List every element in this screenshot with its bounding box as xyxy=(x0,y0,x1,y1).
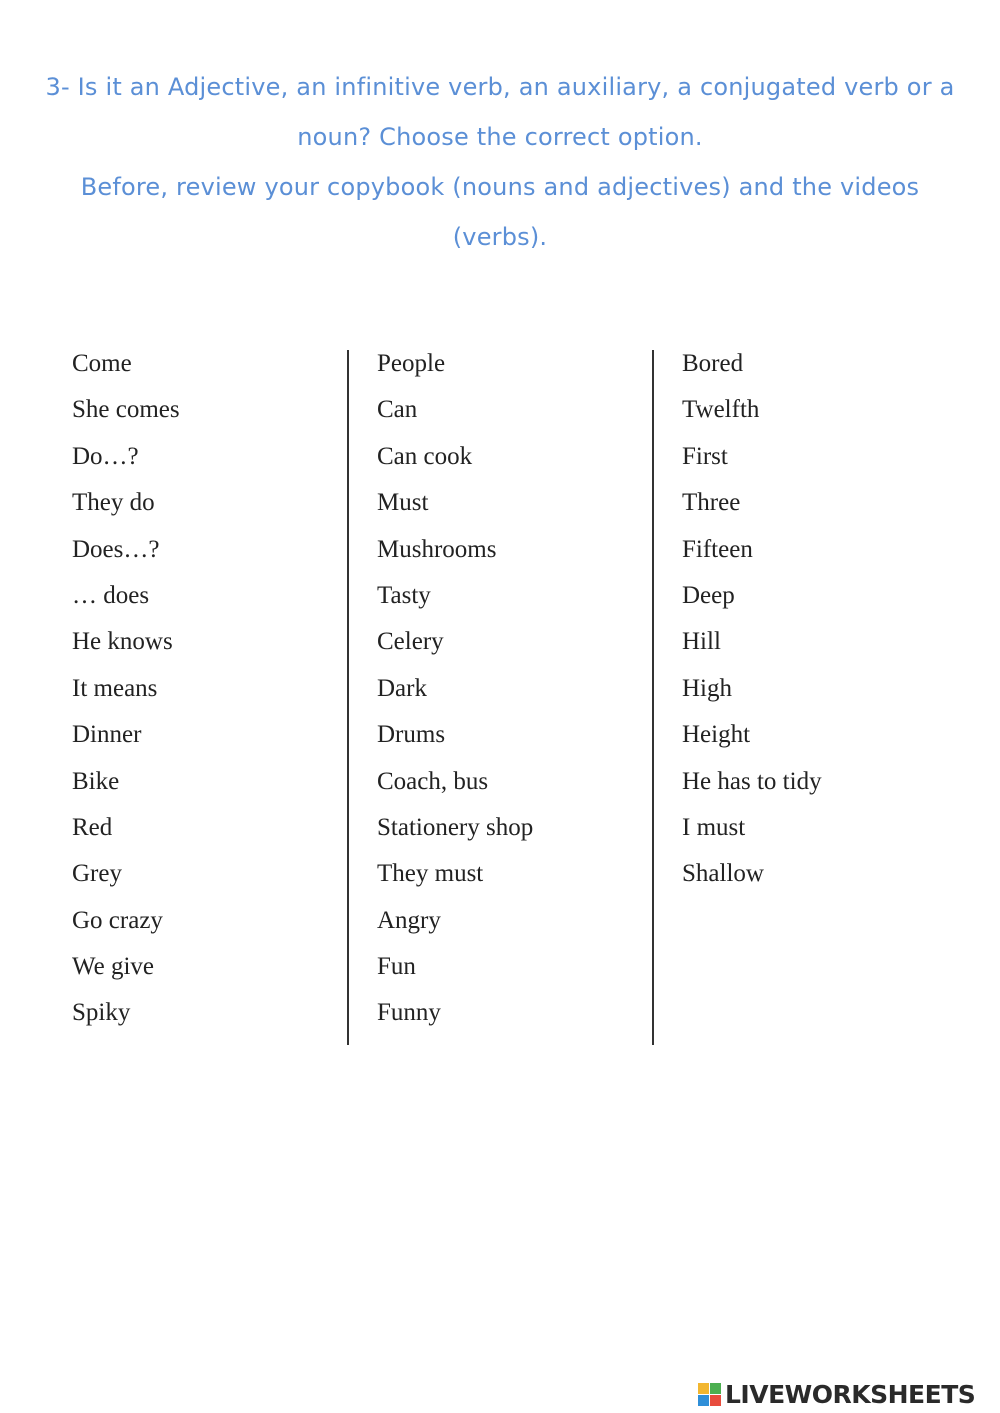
word-item[interactable]: Bored xyxy=(682,350,744,377)
word-item[interactable]: Does…? xyxy=(72,535,160,563)
word-item[interactable]: Fifteen xyxy=(682,535,753,563)
word-item[interactable]: Grey xyxy=(72,860,122,888)
word-item[interactable]: He has to tidy xyxy=(682,767,822,795)
word-item[interactable]: Stationery shop xyxy=(377,813,534,841)
word-item[interactable]: Go crazy xyxy=(72,906,163,934)
word-column-2 xyxy=(377,341,533,1037)
instruction-line-4: (verbs). xyxy=(452,223,548,251)
logo-square-icon xyxy=(710,1395,721,1406)
word-column-1 xyxy=(72,341,180,1037)
word-item[interactable]: Three xyxy=(682,489,741,517)
word-item[interactable]: Height xyxy=(682,721,751,749)
word-item[interactable]: They must xyxy=(377,860,484,888)
word-item[interactable]: Mushrooms xyxy=(377,535,497,563)
instruction-line-3: Before, review your copybook (nouns and adjectives) and the videos xyxy=(80,173,920,201)
liveworksheets-logo-icon xyxy=(698,1383,721,1406)
word-item[interactable]: Shallow xyxy=(682,860,764,888)
logo-square-icon xyxy=(698,1383,709,1394)
word-item[interactable]: Fun xyxy=(377,953,416,981)
brand-name: LIVEWORKSHEETS xyxy=(725,1379,976,1409)
word-item[interactable]: Celery xyxy=(377,628,444,656)
word-item[interactable]: Angry xyxy=(377,906,441,934)
column-divider xyxy=(347,350,349,1045)
word-item[interactable]: Funny xyxy=(377,999,441,1027)
logo-square-icon xyxy=(698,1395,709,1406)
instructions xyxy=(40,62,960,262)
word-item[interactable]: Red xyxy=(72,813,113,841)
word-item[interactable]: He knows xyxy=(72,628,173,656)
word-column-3 xyxy=(682,341,822,898)
word-item[interactable]: Tasty xyxy=(377,581,431,609)
word-item[interactable]: High xyxy=(682,674,732,702)
word-item[interactable]: We give xyxy=(72,953,154,981)
column-divider xyxy=(652,350,654,1045)
instruction-line-1: 3- Is it an Adjective, an infinitive verb, an auxiliary, a conjugated verb or a xyxy=(45,73,955,101)
word-item[interactable]: Dinner xyxy=(72,721,142,749)
word-item[interactable]: They do xyxy=(72,489,155,517)
word-item[interactable]: Bike xyxy=(72,767,120,795)
word-item[interactable]: Hill xyxy=(682,628,721,656)
word-item[interactable]: Do…? xyxy=(72,442,139,470)
instruction-line-2: noun? Choose the correct option. xyxy=(297,123,703,151)
word-item[interactable]: She comes xyxy=(72,396,180,424)
word-item[interactable]: Twelfth xyxy=(682,396,760,424)
word-item[interactable]: Must xyxy=(377,489,429,517)
word-item[interactable]: Come xyxy=(72,350,132,377)
word-item[interactable]: Spiky xyxy=(72,999,131,1027)
word-item[interactable]: Dark xyxy=(377,674,427,702)
word-item[interactable]: People xyxy=(377,350,446,377)
word-item[interactable]: Deep xyxy=(682,581,735,609)
word-item[interactable]: … does xyxy=(72,581,150,609)
liveworksheets-brand[interactable] xyxy=(698,1378,975,1410)
logo-square-icon xyxy=(710,1383,721,1394)
word-item[interactable]: Coach, bus xyxy=(377,767,489,795)
word-item[interactable]: I must xyxy=(682,813,746,841)
word-item[interactable]: Can cook xyxy=(377,442,473,470)
word-item[interactable]: It means xyxy=(72,674,158,702)
word-item[interactable]: Can xyxy=(377,396,418,424)
word-item[interactable]: First xyxy=(682,442,728,470)
word-item[interactable]: Drums xyxy=(377,721,446,749)
